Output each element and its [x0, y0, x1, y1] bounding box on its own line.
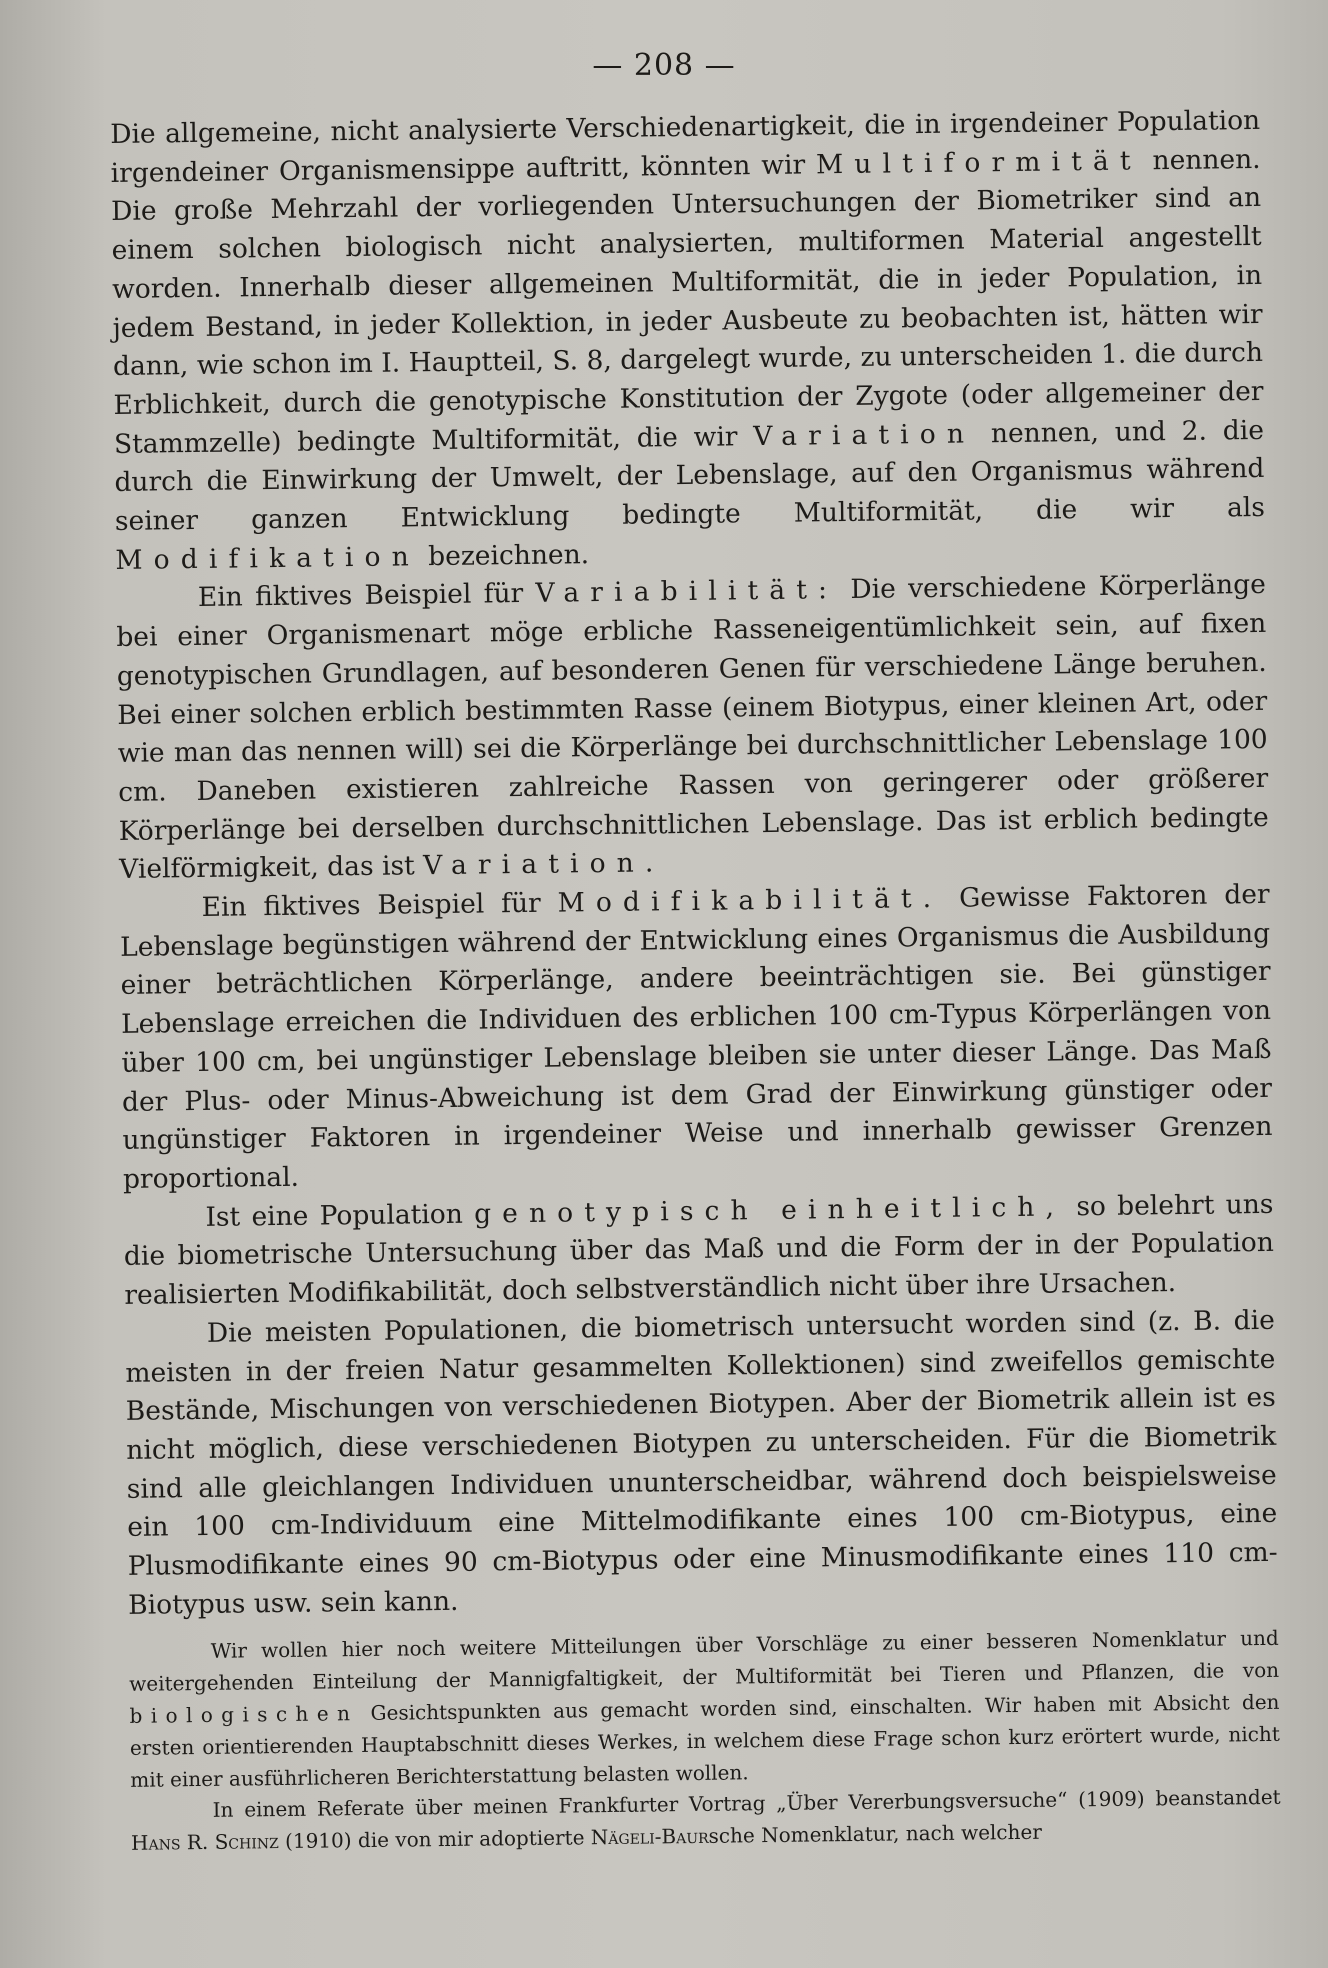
emphasis-term: Modifikation — [115, 540, 420, 576]
small-print-paragraph — [129, 1623, 1281, 1796]
page-number: — 208 — — [592, 48, 736, 83]
paragraph-multiformity — [110, 102, 1266, 580]
emphasis-term: biologischen — [129, 1701, 359, 1728]
emphasis-term: genotypisch einheitlich, — [473, 1191, 1066, 1230]
paragraph-text: Wir wollen hier noch weitere Mitteilungen über Vorschläge zu einer besseren Nomenklatur und weitergehenden Einteilung der Mannigfaltigkeit, der Multiformität bei Tieren und Pflanzen, die von — [129, 1626, 1280, 1697]
paragraph-text: sche Nomenklatur, nach welcher — [708, 1819, 1042, 1849]
paragraph-text: Ein fiktives Beispiel für — [201, 887, 558, 924]
paragraph-text: nennen. Die große Mehrzahl der vorliegenden Untersuchungen der Biometriker sind an einem solchen biologisch nicht analysierten, multiformen Material angestellt worden. Innerhalb dieser allgemeinen Multiformität, die in jeder Population, in jedem Bestand, in jeder Kollektion, in jeder Ausbeute zu beobachten ist, hätten wir dann, wie schon im I. Hauptteil, S. 8, dargelegt wurde, zu unterscheiden 1. die durch Erblichkeit, durch die genotypische Konstitution der Zygote (oder allgemeiner der Stammzelle) bedingte Multiformität, die wir — [110, 143, 1264, 460]
author-name: Hans R. Schinz — [130, 1829, 279, 1856]
small-print-section — [129, 1623, 1282, 1860]
paragraph-text: (1910) die von mir adoptierte — [278, 1825, 591, 1854]
paragraph-text: so belehrt uns die biometrische Untersuchung über das Maß und die Form der in der Population realisierten Modifikabilität, doch selbstverständlich nicht über ihre Ursachen. — [123, 1188, 1275, 1312]
emphasis-term: Variation. — [422, 847, 665, 882]
emphasis-term: Multiformität — [815, 145, 1142, 181]
paragraph-text: In einem Referate über meinen Frankfurter Vortrag „Über Vererbungsversuche“ (1909) beanstandet — [212, 1785, 1281, 1823]
paragraph-text: Gewisse Faktoren der Lebenslage begünstigen während der Entwicklung eines Organismus die Ausbildung einer beträchtlichen Körperlänge, andere beeinträchtigen sie. Bei günstiger Lebenslage erreichen die Individuen des erblichen 100 cm-Typus Körperlängen von über 100 cm, bei ungünstiger Lebenslage bleiben sie unter dieser Länge. Das Maß der Plus- oder Minus-Abweichung ist dem Grad der Einwirkung günstiger oder ungünstiger Faktoren in irgendeiner Weise und innerhalb gewisser Grenzen proportional. — [119, 878, 1273, 1195]
paragraph-mixed-populations: Die meisten Populationen, die biometrisch untersucht worden sind (z. B. die meisten in der freien Natur gesammelten Kollektionen) sind zweifellos gemischte Bestände, Mischungen von verschiedenen Biotypen. Aber der Biometrik allein ist es nicht möglich, diese verschiedenen Biotypen zu unterscheiden. Für die Biometrik sind alle gleichlangen Individuen ununterscheidbar, während doch beispielsweise ein 100 cm-Individuum eine Mittelmodifikante eines 100 cm-Biotypus, eine Plusmodifikante eines 90 cm-Biotypus oder eine Minusmodifikante eines 110 cm-Biotypus usw. sein kann. — [125, 1304, 1278, 1621]
paragraph-text: Die allgemeine, nicht analysierte Verschiedenartigkeit, die in irgendeiner Population irgendeiner Organismensippe auftritt, könnten wir — [110, 104, 1261, 189]
emphasis-term: Modifikabilität. — [557, 882, 943, 919]
emphasis-term: Variabilität: — [535, 574, 839, 610]
author-name: Nägeli-Baur — [590, 1824, 709, 1850]
paragraph-text: Ein fiktives Beispiel für — [197, 578, 536, 614]
main-text — [110, 102, 1278, 1625]
paragraph-text: bezeichnen. — [419, 538, 590, 572]
paragraph-variability-example — [116, 566, 1270, 890]
paragraph-genotypic-population — [123, 1186, 1274, 1316]
text-block — [110, 102, 1281, 1860]
emphasis-term: Variation — [753, 418, 976, 452]
paragraph-text: Ist eine Population — [205, 1198, 475, 1233]
paragraph-text: Gesichtspunkten aus gemacht worden sind, einschalten. Wir haben mit Absicht den ersten orientierenden Hauptabschnitt dieses Werkes, in welchem diese Frage schon kurz erörtert wurde, nicht mit einer ausführlicheren Berichterstattung belasten wollen. — [129, 1689, 1280, 1792]
small-print-paragraph — [131, 1782, 1282, 1860]
paragraph-text: nennen, und 2. die durch die Einwirkung der Umwelt, der Lebenslage, auf den Organismus während seiner ganzen Entwicklung bedingte Multiformität, die wir als — [114, 414, 1266, 537]
paragraph-modifiability-example — [119, 876, 1273, 1200]
paragraph-text: Die verschiedene Körperlänge bei einer Organismenart möge erbliche Rasseneigentümlichkeit sein, auf fixen genotypischen Grundlagen, auf besonderen Genen für verschiedene Länge beruhen. Bei einer solchen erblich bestimmten Rasse (einem Biotypus, einer kleinen Art, oder wie man das nennen will) sei die Körperlänge bei durchschnittlicher Lebenslage 100 cm. Daneben existieren zahlreiche Rassen von geringerer oder größerer Körperlänge bei derselben durchschnittlichen Lebenslage. Das ist erblich bedingte Vielförmigkeit, das ist — [116, 569, 1269, 886]
